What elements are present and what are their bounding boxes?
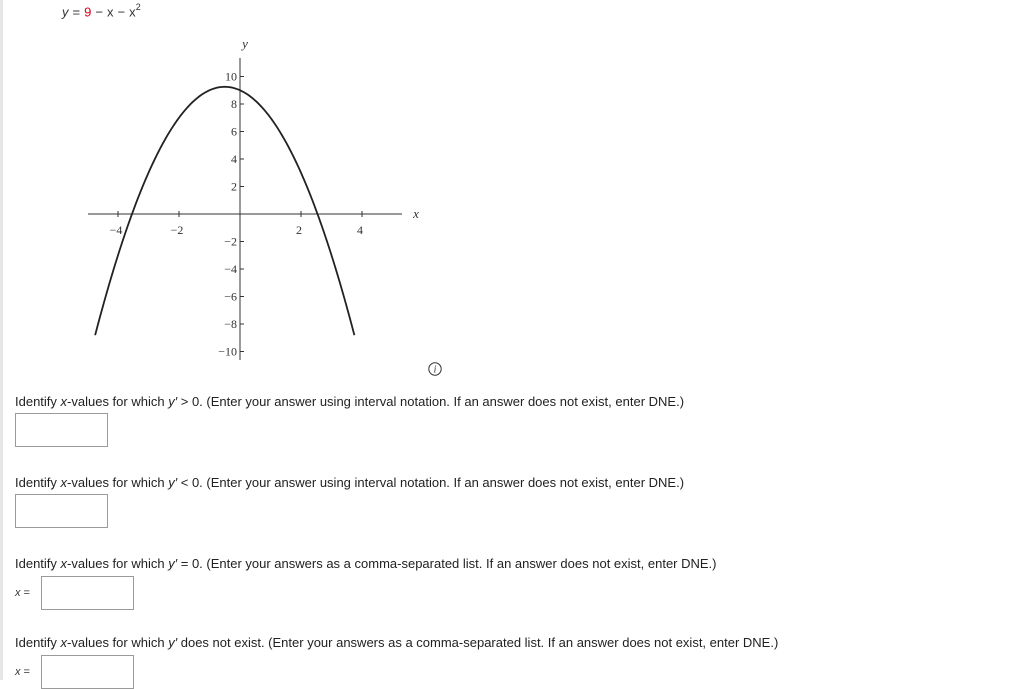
info-icon[interactable] (428, 362, 442, 376)
answer-input-3[interactable] (41, 576, 134, 610)
equation-lhs: y (62, 4, 69, 20)
q3-post: = 0. (Enter your answers as a comma-separated list. If an answer does not exist, enter DNE.) (177, 556, 717, 571)
question-1-text (15, 394, 684, 409)
q3-pre: Identify (15, 556, 61, 571)
q1-pre: Identify (15, 394, 61, 409)
q4-pre: Identify (15, 635, 61, 650)
y-axis-label: y (242, 36, 248, 51)
x-tick-label: 4 (357, 223, 363, 237)
q2-post: < 0. (Enter your answer using interval notation. If an answer does not exist, enter DNE.) (177, 475, 685, 490)
equation-equals: = (72, 4, 81, 20)
q3-deriv: y′ (168, 556, 178, 571)
question-2-text (15, 475, 684, 490)
q2-deriv: y′ (168, 475, 178, 490)
q2-var: x (60, 475, 68, 490)
q3-prefix-var: x (15, 587, 21, 599)
question-3-text (15, 556, 717, 571)
answer-3-prefix (15, 587, 30, 599)
function-graph (80, 30, 430, 375)
q4-prefix-eq: = (20, 666, 30, 678)
answer-input-4[interactable] (41, 655, 134, 689)
function-equation (62, 3, 141, 19)
y-tick-label: 6 (231, 124, 237, 139)
y-tick-label: −10 (218, 344, 237, 359)
answer-4-prefix (15, 666, 30, 678)
q4-mid: -values for which (67, 635, 169, 650)
x-tick-label: −4 (109, 223, 123, 237)
x-axis-label: x (413, 206, 419, 221)
y-tick-label: −2 (224, 234, 237, 249)
q3-prefix-eq: = (20, 587, 30, 599)
y-tick-label: 4 (231, 152, 237, 166)
y-tick-label: −4 (224, 262, 237, 276)
q1-post: > 0. (Enter your answer using interval notation. If an answer does not exist, enter DNE.) (177, 394, 685, 409)
svg-text:i: i (433, 364, 437, 376)
q4-post: does not exist. (Enter your answers as a comma-separated list. If an answer does not exist, enter DNE.) (177, 635, 779, 650)
q4-prefix-var: x (15, 666, 21, 678)
q4-deriv: y′ (168, 635, 178, 650)
q2-mid: -values for which (67, 475, 169, 490)
equation-exponent: 2 (135, 2, 142, 12)
y-tick-label: 10 (225, 69, 237, 84)
q3-var: x (60, 556, 68, 571)
q2-pre: Identify (15, 475, 61, 490)
answer-input-2[interactable] (15, 494, 108, 528)
left-border (0, 0, 3, 680)
y-tick-label: 8 (231, 97, 237, 111)
q1-var: x (60, 394, 68, 409)
x-tick-label: −2 (170, 223, 184, 237)
x-tick-label: 2 (296, 223, 302, 237)
q1-mid: -values for which (67, 394, 169, 409)
q3-mid: -values for which (67, 556, 169, 571)
y-tick-label: 2 (231, 179, 237, 194)
equation-constant: 9 (84, 4, 92, 20)
q1-deriv: y′ (168, 394, 178, 409)
answer-input-1[interactable] (15, 413, 108, 447)
question-4-text (15, 635, 778, 650)
y-tick-label: −8 (224, 317, 237, 331)
y-tick-label: −6 (224, 289, 237, 304)
equation-rest: − x − x (95, 4, 136, 20)
q4-var: x (60, 635, 68, 650)
